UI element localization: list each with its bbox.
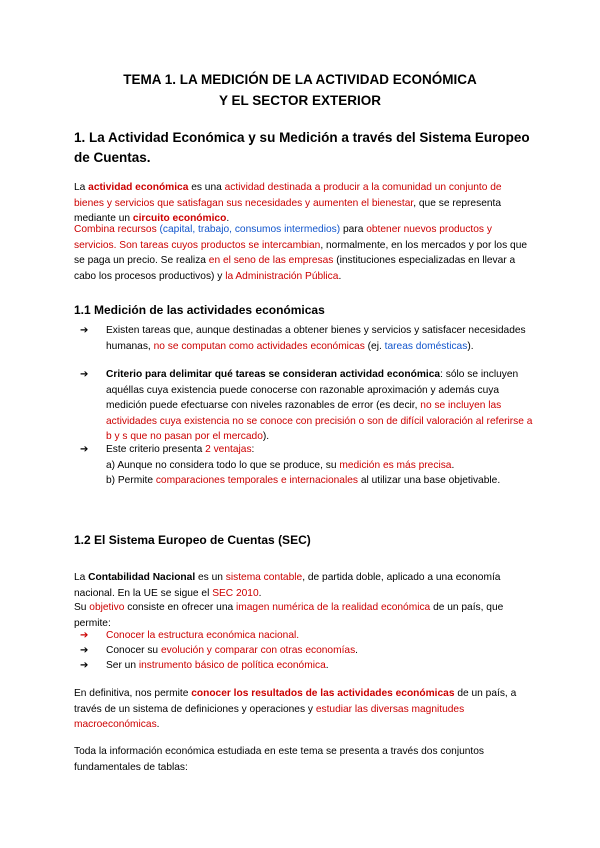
arrow-right-icon: ➔ bbox=[80, 660, 89, 671]
section-1-2-paragraph-1: La Contabilidad Nacional es un sistema contable, de partida doble, aplicado a una economía nacional. En la UE se sigue el SEC 2010. bbox=[74, 572, 501, 599]
document-title-line-1: TEMA 1. LA MEDICIÓN DE LA ACTIVIDAD ECONÓMICA bbox=[123, 72, 477, 87]
list-item: ➔ Criterio para delimitar qué tareas se consideran actividad económica: sólo se incluyen aquéllas cuya existencia puede conocerse con razonable aproximación y además cuya medición puede efectuarse con niveles razonables de error (es decir, no se incluyen las actividades cuya existencia no se conoce con precisión o son de difícil valoración al referirse a b y s que no pasan por el mercado). bbox=[80, 369, 533, 443]
document-title-line-2: Y EL SECTOR EXTERIOR bbox=[218, 93, 382, 108]
list-item: ➔ Ser un instrumento básico de política económica. bbox=[80, 658, 535, 674]
list-item: ➔ Este criterio presenta 2 ventajas: a) Aunque no considera todo lo que se produce, su medición es más precisa. b) Permite comparaciones temporales e internacionales al utilizar una base objetivable. bbox=[80, 444, 501, 487]
arrow-right-icon: ➔ bbox=[80, 645, 89, 656]
section-1-1-heading: 1.1 Medición de las actividades económicas bbox=[74, 303, 325, 317]
section-1-paragraph-2: Combina recursos (capital, trabajo, consumos intermedios) para obtener nuevos productos y servicios. Son tareas cuyos productos se intercambian, normalmente, en los mercados y por los que se paga un precio. Se realiza en el seno de las empresas (instituciones especializadas en llevar a cabo los procesos productivos) y la Administración Pública. bbox=[74, 224, 528, 282]
arrow-right-icon: ➔ bbox=[80, 325, 89, 336]
section-1-heading: 1. La Actividad Económica y su Medición a través del Sistema Europeo de Cuentas. bbox=[74, 130, 530, 165]
section-1-2-paragraph-4: Toda la información económica estudiada en este tema se presenta a través dos conjuntos fundamentales de tablas: bbox=[74, 746, 485, 773]
section-1-2-paragraph-3: En definitiva, nos permite conocer los resultados de las actividades económicas de un país, a través de un sistema de definiciones y operaciones y estudiar las diversas magnitudes macroeconómicas. bbox=[74, 688, 517, 731]
arrow-right-icon: ➔ bbox=[80, 444, 89, 455]
section-1-2-paragraph-2: Su objetivo consiste en ofrecer una imagen numérica de la realidad económica de un país, que permite: bbox=[74, 602, 504, 629]
section-1-2-heading: 1.2 El Sistema Europeo de Cuentas (SEC) bbox=[74, 533, 311, 547]
list-item: ➔ Conocer su evolución y comparar con otras economías. bbox=[80, 643, 535, 659]
section-1-paragraph-1: La actividad económica es una actividad destinada a producir a la comunidad un conjunto de bienes y servicios que satisfagan sus necesidades y aumenten el bienestar, que se representa mediante un circuito económico. bbox=[74, 182, 502, 225]
list-item: ➔ Existen tareas que, aunque destinadas a obtener bienes y servicios y satisfacer necesidades humanas, no se computan como actividades económicas (ej. tareas domésticas). bbox=[80, 325, 526, 352]
arrow-right-icon: ➔ bbox=[80, 369, 89, 380]
arrow-right-icon: ➔ bbox=[80, 630, 89, 641]
list-item: ➔ Conocer la estructura económica nacional. bbox=[80, 628, 535, 644]
